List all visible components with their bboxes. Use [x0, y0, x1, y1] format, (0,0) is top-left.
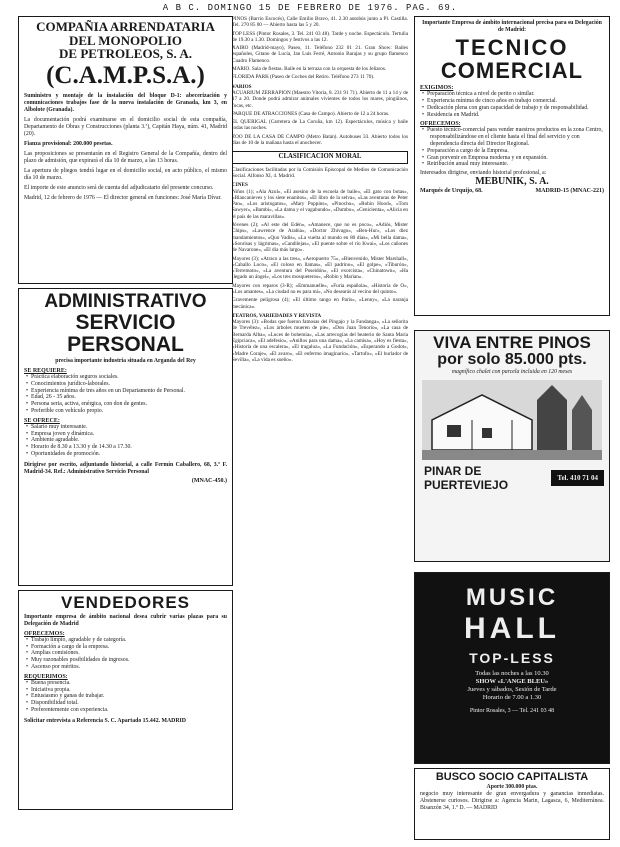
campsa-p1: Suministro y montaje de la instalación del bloque D-1: abecerización y comunicaciones trabajos fase de la nueva instalación de Granada, km 3, en Albolote (Granada). [24, 93, 227, 114]
list-item: • Experiencia mínima de tres años en un Departamento de Personal. [34, 388, 227, 395]
tecnico-comercial-ad [414, 16, 610, 316]
listing-entry: XAIRO (Madrid-mayo), Paseo, 11. Teléfono 232 01 21. Gran Show: Bailes españoles, Gitano de Lucía, Jan Luis Ferré, Antonio Barajas y su grupo flamenco Cuadro Flamenco. [232, 45, 408, 64]
list-item: • Horario de 8.30 a 13.30 y de 14.30 a 17.30. [34, 444, 227, 451]
vendedores-req-label: REQUERIMOS: [24, 673, 68, 680]
admin-offers-label: SE OFRECE: [24, 417, 60, 424]
vendedores-req-list [24, 680, 227, 714]
list-item: • Práctica elaboración seguros sociales. [34, 374, 227, 381]
tecnico-ref: MADRID-15 (MNAC-221) [535, 187, 604, 194]
listing-entry: PARQUE DE ATRACCIONES (Casa de Campo). Abierto de 12 a 24 horas. [232, 110, 390, 117]
cines-reparos: Mayores con reparos (3-R); «Emmanuelle», «Furia española», «Historia de O», «Los amantes», «La ciudad no es para mí», «No desearás al vecino del quinto». [232, 282, 408, 295]
admin-footer: Dirigirse por escrito, adjuntando historial, a calle Fermín Caballero, 68, 3.º F. Madrid-34. Ref.: Administrativo Servicio Personal [24, 461, 227, 475]
teatros-heading: TEATROS, VARIEDADES Y REVISTA [232, 312, 322, 319]
cines-mayores: Mayores (3); «Atraco a las tres», «Aeropuerto 75», «Bienvenido, Mister Marshall», «Caballo Loco», «El coloso en llamas», «El padrino», «El golpe», «Tiburón», «Terremoto», «La aventura del Poseidón», «El exorcista», «Chinatown», «Ha llegado un ángel», «Los tres mosqueteros», «Robin y Marian». [232, 255, 408, 281]
list-item: • Entusiasmo y ganas de trabajar. [34, 693, 227, 700]
pinos-ad [414, 330, 610, 562]
campsa-title [24, 20, 227, 61]
tecnico-exig-list [420, 91, 604, 118]
list-item: • Disponibilidad total. [34, 700, 227, 707]
list-item: • Persona seria, activa, enérgica, con don de gentes. [34, 401, 227, 408]
campsa-title-line-1: COMPAÑIA ARRENDATARIA [36, 19, 215, 34]
campsa-big-name: (C.A.M.P.S.A.) [46, 61, 205, 89]
logo-line-1: PINAR DE [424, 463, 482, 478]
campsa-p4: Las proposiciones se presentarán en el Registro General de la Compañía, dentro del plazo de admisión, que expirará el día 10 de marzo, a las 13 horas. [24, 151, 227, 165]
list-item: • Amplias comisiones. [34, 650, 227, 657]
tecnico-title-1: TECNICO [455, 35, 569, 60]
list-item: • Muy razonables posibilidades de ingresos. [34, 657, 227, 664]
list-item: • Retribución anual muy interesante. [430, 161, 604, 168]
pinar-logo [420, 464, 551, 492]
list-item: • Edad, 26 - 35 años. [34, 394, 227, 401]
cines-ninos: Niños (1); «Ala Azul», «El asesino de la escuela de baile», «El gato con botas», «Blancanieves y los siete enanitos», «El libro de la selva», «Las aventuras de Peter Pan», «Los aristogatos», «Mary Poppins», «Pinocho», «Robin Hood», «Tom Sawyer», «Bambi», «La dama y el vagabundo», «Dumbo», «Cenicienta», «Alicia en el país de las maravillas». [232, 188, 408, 220]
listing-entry: MARIO. Sala de fiestas. Baile en la terraza con la orquesta de los Jeñaros. [232, 66, 387, 73]
admin-offers-list [24, 424, 227, 458]
vendedores-offers-list [24, 637, 227, 671]
campsa-ad [18, 16, 233, 284]
list-item: • Trabajo limpio, agradable y de categoría. [34, 637, 227, 644]
hall-title: HALL [464, 612, 560, 645]
tecnico-address: Marqués de Urquijo, 68. [420, 187, 483, 194]
list-item: • Iniciativa propia. [34, 687, 227, 694]
list-item: • Gran porvenir en Empresa moderna y en expansión. [430, 155, 604, 162]
busco-socio-ad [414, 768, 610, 840]
header-text: A B C. DOMINGO 15 DE FEBRERO DE 1976. PAG. 69. [162, 3, 458, 13]
vendedores-offers-label: OFRECEMOS: [24, 630, 65, 637]
listing-entry: PINOS (Barrio Escocés), Calle Emilio Bravo, 41. 2.30 autobús junto a Pl. Castilla. Tel. 270 85 00 — Abierto hasta las 5 y 20. [232, 16, 408, 29]
admin-requirements-label: SE REQUIERE: [24, 368, 67, 375]
list-item: • Preferentemente con experiencia. [34, 707, 227, 714]
pinos-phone: Tel. 410 71 04 [551, 470, 604, 486]
admin-ref: (MNAC-450.) [191, 477, 227, 484]
tecnico-intro: Importante Empresa de ámbito internacional precisa para su Delegación de Madrid: [422, 20, 602, 33]
right-column [414, 16, 610, 841]
listing-entry: TOP LESS (Pintor Rosales, 3. Tel. 241 03 48). Tarde y noche. Espectáculo. Tertulia de 19.30 a 1.30. Domingos y festivos a las 12. [232, 30, 408, 43]
busco-subtitle: Aporte 300.000 ptas. [486, 783, 538, 790]
list-item: • Oportunidades de promoción. [34, 451, 227, 458]
tecnico-ofre-label: OFRECEMOS: [420, 121, 461, 128]
page-header [0, 0, 620, 16]
list-item: • Preparación técnica a nivel de perito o similar. [430, 91, 604, 98]
music-footer: Pintor Rosales, 3 — Tel. 241 03 48 [469, 708, 555, 714]
music-hall-ad [414, 572, 610, 764]
list-item: • Buena presencia. [34, 680, 227, 687]
tecnico-exig-label: EXIGIMOS: [420, 85, 454, 92]
list-item: • Puesto técnico-comercial para vender nuestros productos en la zona Centro, responsabilizándose en el cliente hasta el final del servicio y con dependencia directa del Director Regional. [430, 127, 604, 147]
list-item: • Preparación a cargo de la Empresa. [430, 148, 604, 155]
list-item: • Preferible con vehículo propio. [34, 408, 227, 415]
list-item: • Ambiente agradable. [34, 437, 227, 444]
cines-heading: CINES [232, 182, 248, 189]
list-item: • Conocimientos jurídico-laborales. [34, 381, 227, 388]
list-item: • Residencia en Madrid. [430, 112, 604, 119]
campsa-title-line-2: DEL MONOPOLIO [68, 32, 183, 48]
music-line-2: SHOW «L'ANGE BLEU» [475, 678, 549, 685]
list-item: • Salario muy interesante. [34, 424, 227, 431]
vendedores-ad [18, 590, 233, 810]
listing-entry: EL QUERIGAL (Carretera de La Coruña, km 12). Espectáculos, música y baile todas las noches. [232, 119, 408, 132]
varios-heading: VARIOS [232, 83, 252, 90]
busco-text: negocio muy interesante de gran envergadura y ganancias inmediatas. Abstenerse curiosos. Dirigirse a: Agencia Marin, Lagasca, 6, Mediterránea. Bisanzón 34, 1.º D. — MADRID [420, 790, 604, 811]
clasificacion-moral-heading: CLASIFICACION MORAL [232, 151, 408, 163]
list-item: • Dedicación plena con gran capacidad de trabajo y de responsabilidad. [430, 105, 604, 112]
campsa-p6: El importe de este anuncio será de cuenta del adjudicatario del presente concurso. [24, 185, 214, 192]
listing-entry: ZOO DE LA CASA DE CAMPO (Metro Batán). Autobuses 33. Abierto todos los días de 10 de la mañana hasta el anochecer. [232, 133, 408, 147]
logo-line-2: PUERTEVIEJO [424, 477, 509, 492]
vendedores-title: VENDEDORES [60, 593, 191, 612]
music-line-4: Horario de 7.00 a 1.30 [482, 694, 542, 701]
campsa-p2: La documentación podrá examinarse en el domicilio social de esta compañía, Departamento de Obras y Construcciones (planta 3.ª), Capitán Haya, núm. 41, Madrid (20). [24, 117, 227, 138]
clasificacion-intro: Clasificaciones facilitadas por la Comisión Episcopal de Medios de Comunicación Social. Alfonso XI, 4. Madrid. [232, 166, 408, 179]
music-line-3: Jueves y sábados, Sesión de Tarde [467, 686, 557, 693]
pinos-title-2: por solo 85.000 pts. [437, 350, 587, 368]
middle-column [232, 16, 408, 841]
teatros-text: Mayores (3): «Bodas que fueron famosas del Pingajo y la Fandanga», «La señorita de Trevélez», «Los árboles mueren de pie», «Don Juan Tenorio», «La casa de Bernarda Alba», «Luces de bohemia», «Las arrecogías del beaterio de Santa María Egipciaca», «El adefesio», «Anillos para una dama», «La camisa», «Hoy es fiesta», «Historia de una escalera», «El tragaluz», «La Fundación», «Esperando a Godot», «Madre Coraje», «El avaro», «El enfermo imaginario», «Tartufo», «El burlador de Sevilla», «La vida es sueño». [232, 319, 408, 363]
admin-title-2: SERVICIO PERSONAL [67, 310, 184, 356]
pinos-subtitle: magnífico chalet con parcela incluida en 120 meses [451, 368, 573, 375]
tecnico-ofre-list [420, 127, 604, 168]
left-column [18, 16, 233, 841]
cines-grave: Gravemente peligrosa (4); «El último tango en París», «Lenny», «La naranja mecánica». [232, 297, 408, 310]
list-item: • Experiencia mínima de cinco años en trabajo comercial. [430, 98, 604, 105]
vendedores-subtitle: Importante empresa de ámbito nacional desea cubrir varias plazas para su Delegación de Madrid [24, 613, 227, 627]
list-item: • Formación a cargo de la empresa. [34, 644, 227, 651]
chalet-illustration [422, 380, 602, 460]
pinos-title-1: VIVA ENTRE PINOS [433, 333, 591, 352]
administrativo-ad [18, 288, 233, 586]
list-item: • Ascenso por méritos. [34, 664, 227, 671]
campsa-title-line-3: DE PETROLEOS, S. A. [59, 46, 192, 62]
tecnico-title-2: COMERCIAL [440, 58, 584, 84]
admin-requirements-list [24, 374, 227, 415]
campsa-p5: La apertura de pliegos tendrá lugar en el domicilio social, en acto público, el mismo día 10 de marzo. [24, 168, 227, 182]
busco-title: BUSCO SOCIO CAPITALISTA [435, 771, 589, 783]
admin-title-1: ADMINISTRATIVO [44, 291, 207, 312]
vendedores-footer: Solicitar entrevista a Referencia S. C. Apartado 15.442. MADRID [24, 717, 186, 724]
listing-entry: FLORIDA PARK (Paseo de Coches del Retiro. Teléfono 273 11 70). [232, 74, 375, 81]
music-line-1: Todas las noches a las 10.30 [475, 670, 549, 677]
music-title: MUSIC [465, 584, 559, 611]
topless-title: TOP-LESS [469, 650, 555, 666]
cines-jovenes: Jóvenes (2); «Al este del Edén», «Amanece, que no es poco», «Adiós, Mister Chips», «Lawrence de Arabia», «Doctor Zhivago», «Ben-Hur», «Los diez mandamientos», «Quo Vadis», «La vuelta al mundo en 80 días», «Mi bella dama», «Sonrisas y lágrimas», «Candilejas», «El puente sobre el río Kwai», «Los cañones de Navarone», «El día más largo». [232, 222, 408, 254]
campsa-p3: Fianza provisional: 200.000 pesetas. [24, 141, 113, 148]
list-item: • Empresa joven y dinámica. [34, 431, 227, 438]
campsa-p7: Madrid, 12 de febrero de 1976 — El director general en funciones: José María Dívar. [24, 195, 222, 202]
admin-subtitle: precisa importante industria situada en Arganda del Rey [55, 358, 196, 365]
tecnico-footer: Interesados dirigirse, enviando historial profesional, a: [420, 170, 547, 177]
tecnico-company: MEBUNIK, S. A. [475, 176, 549, 188]
varios-text: ACUARIUM ZERRAPION (Maestro Vitoria, 8. 231 91 71). Abierto de 11 a 14 y de 17 a 20. Donde podrá admirar animales vivientes de todos los mares, pingüinos, focas, etc. [232, 89, 408, 109]
